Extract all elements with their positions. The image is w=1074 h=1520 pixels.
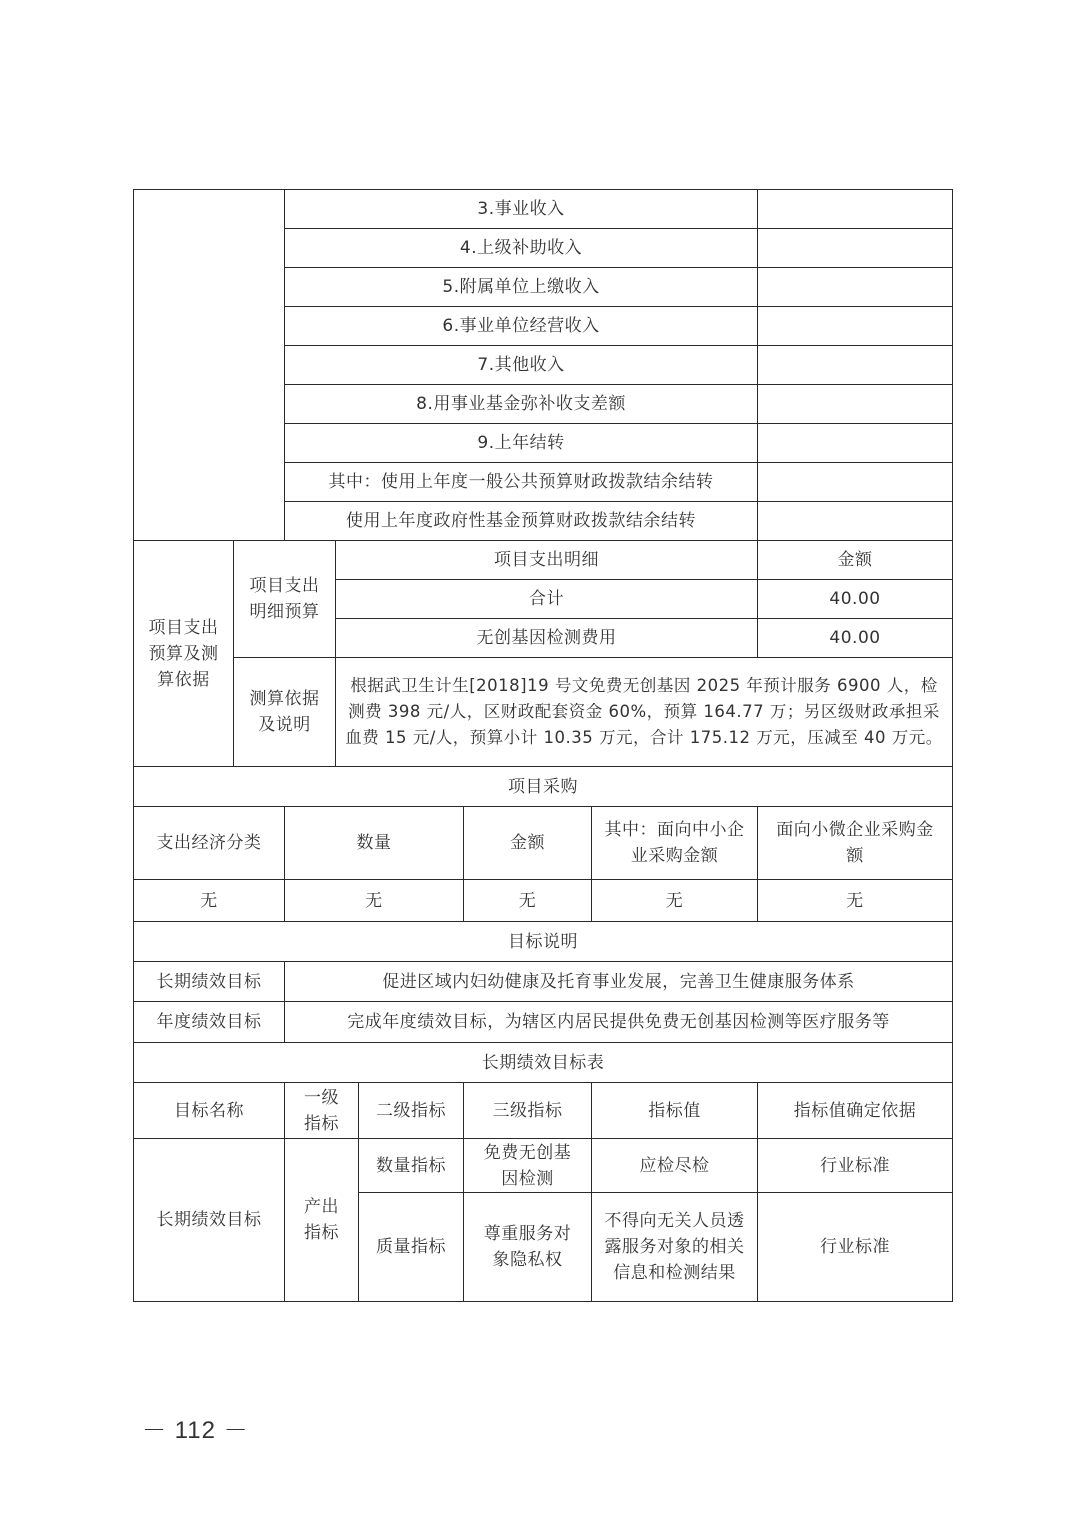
- expenditure-detail-label: 项目支出明细预算: [234, 541, 336, 658]
- procurement-header: 支出经济分类: [134, 807, 285, 880]
- performance-level1: 产出指标: [285, 1139, 359, 1302]
- expenditure-header-item: 项目支出明细: [336, 541, 758, 580]
- expenditure-section-label: 项目支出预算及测算依据: [134, 541, 234, 767]
- income-amount: [758, 424, 953, 463]
- performance-header: 指标值: [592, 1083, 758, 1139]
- income-amount: [758, 385, 953, 424]
- basis-label: 测算依据及说明: [234, 658, 336, 767]
- income-item: 4.上级补助收入: [285, 229, 758, 268]
- income-amount: [758, 502, 953, 541]
- expenditure-item: 合计: [336, 580, 758, 619]
- performance-level3: 尊重服务对象隐私权: [464, 1193, 592, 1302]
- procurement-title-row: [134, 767, 953, 807]
- income-item: 7.其他收入: [285, 346, 758, 385]
- procurement-value: 无: [285, 880, 464, 922]
- procurement-value: 无: [592, 880, 758, 922]
- performance-basis: 行业标准: [758, 1193, 953, 1302]
- procurement-header: 金额: [464, 807, 592, 880]
- basis-row: [134, 658, 953, 767]
- income-item: 5.附属单位上缴收入: [285, 268, 758, 307]
- performance-level3: 免费无创基因检测: [464, 1139, 592, 1193]
- performance-level2: 数量指标: [359, 1139, 464, 1193]
- income-item: 9.上年结转: [285, 424, 758, 463]
- goal-row: [134, 962, 953, 1002]
- income-sub-item: 其中：使用上年度一般公共预算财政拨款结余结转: [285, 463, 758, 502]
- income-amount: [758, 307, 953, 346]
- income-amount: [758, 190, 953, 229]
- income-item: 6.事业单位经营收入: [285, 307, 758, 346]
- expenditure-amount: 40.00: [758, 619, 953, 658]
- procurement-value: 无: [758, 880, 953, 922]
- procurement-header: 其中：面向中小企业采购金额: [592, 807, 758, 880]
- income-amount: [758, 268, 953, 307]
- performance-basis: 行业标准: [758, 1139, 953, 1193]
- performance-header: 目标名称: [134, 1083, 285, 1139]
- goals-title: 目标说明: [134, 922, 953, 962]
- expenditure-amount: 40.00: [758, 580, 953, 619]
- performance-level2: 质量指标: [359, 1193, 464, 1302]
- income-blank-cell: [134, 190, 285, 541]
- performance-header: 指标值确定依据: [758, 1083, 953, 1139]
- income-amount: [758, 229, 953, 268]
- performance-header: 三级指标: [464, 1083, 592, 1139]
- performance-title: 长期绩效目标表: [134, 1043, 953, 1083]
- page-number: － 112 －: [142, 1417, 249, 1444]
- procurement-value: 无: [134, 880, 285, 922]
- expenditure-header-row: [134, 541, 953, 580]
- income-amount: [758, 346, 953, 385]
- performance-row: [134, 1139, 953, 1193]
- income-item: 3.事业收入: [285, 190, 758, 229]
- procurement-header-row: [134, 807, 953, 880]
- goal-label: 年度绩效目标: [134, 1002, 285, 1043]
- goal-label: 长期绩效目标: [134, 962, 285, 1002]
- expenditure-header-amount: 金额: [758, 541, 953, 580]
- procurement-header: 数量: [285, 807, 464, 880]
- procurement-value: 无: [464, 880, 592, 922]
- income-sub-item: 使用上年度政府性基金预算财政拨款结余结转: [285, 502, 758, 541]
- performance-value: 不得向无关人员透露服务对象的相关信息和检测结果: [592, 1193, 758, 1302]
- performance-header: 二级指标: [359, 1083, 464, 1139]
- performance-header: 一级指标: [285, 1083, 359, 1139]
- performance-value: 应检尽检: [592, 1139, 758, 1193]
- goal-text: 完成年度绩效目标，为辖区内居民提供免费无创基因检测等医疗服务等: [285, 1002, 953, 1043]
- income-amount: [758, 463, 953, 502]
- performance-title-row: [134, 1043, 953, 1083]
- procurement-header: 面向小微企业采购金额: [758, 807, 953, 880]
- goals-title-row: [134, 922, 953, 962]
- income-item: 8.用事业基金弥补收支差额: [285, 385, 758, 424]
- procurement-title: 项目采购: [134, 767, 953, 807]
- expenditure-item: 无创基因检测费用: [336, 619, 758, 658]
- budget-table: [133, 189, 953, 1302]
- goal-row: [134, 1002, 953, 1043]
- income-row: [134, 190, 953, 229]
- basis-text: 根据武卫生计生[2018]19 号文免费无创基因 2025 年预计服务 6900 人，检测费 398 元/人，区财政配套资金 60%，预算 164.77 万；另区级财政承担采血费 15 元/人，预算小计 10.35 万元，合计 175.12 万元，压减至 40 万元。: [336, 658, 953, 767]
- performance-goal-name: 长期绩效目标: [134, 1139, 285, 1302]
- goal-text: 促进区域内妇幼健康及托育事业发展，完善卫生健康服务体系: [285, 962, 953, 1002]
- procurement-value-row: [134, 880, 953, 922]
- performance-header-row: [134, 1083, 953, 1139]
